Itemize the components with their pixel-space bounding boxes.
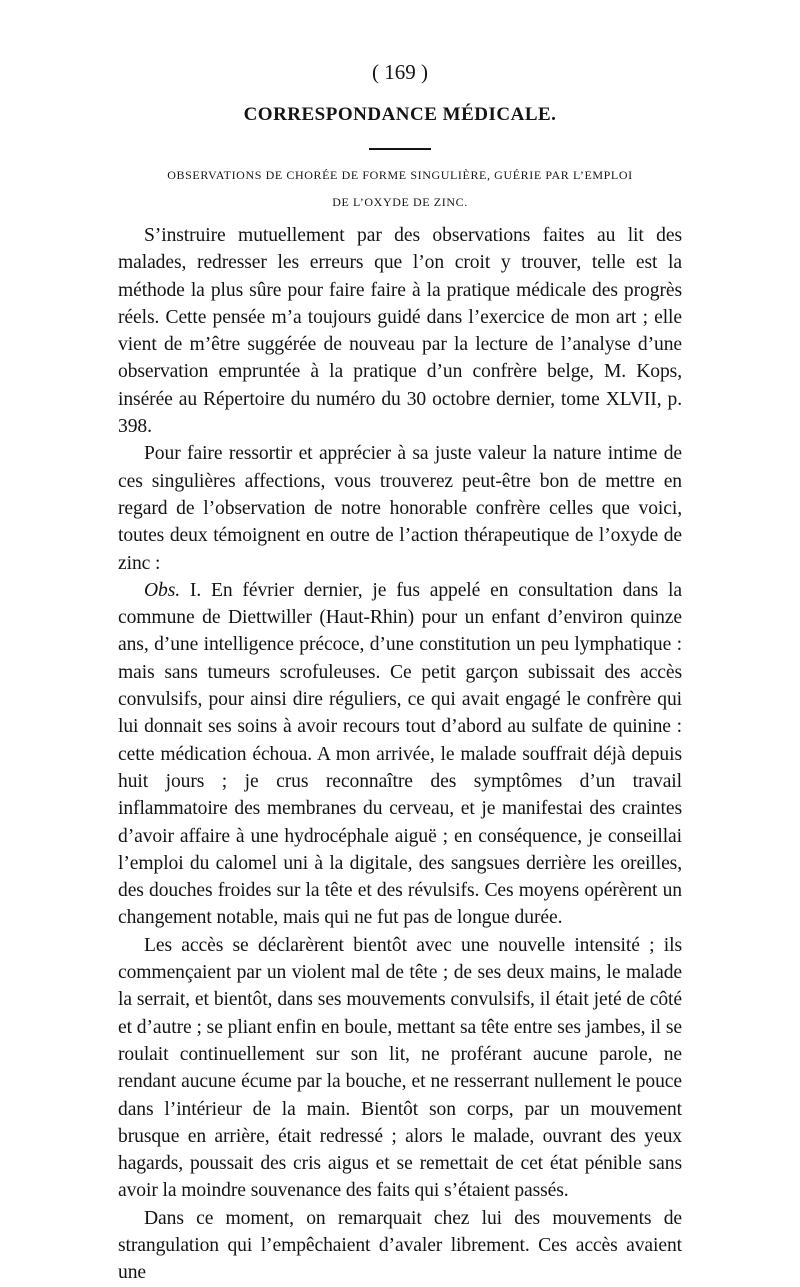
paragraph-1: S’instruire mutuellement par des observations faites au lit des malades, redresser les erreurs que l’on croit y trouver, telle est la méthode la plus sûre pour faire faire à la pratique médicale des progrès réels. Cette pensée m’a toujours guidé dans l’exercice de mon art ; elle vient de m’être suggérée de nouveau par la lecture de l’analyse d’une observation empruntée à la pratique d’un confrère belge, M. Kops, insérée au Répertoire du numéro du 30 octobre dernier, tome XLVII, p. 398.	[118, 225, 682, 438]
paragraph-3-text: I. En février dernier, je fus appelé en consultation dans la commune de Diettwiller (Haut-Rhin) pour un enfant d’environ quinze ans, d’une intelligence précoce, d’une constitution un peu lymphatique : mais sans tumeurs scrofuleuses. Ce petit garçon subissait des accès convulsifs, pour ainsi dire réguliers, ce qui avait engagé le confrère qui lui donnait ses soins à avoir recours tout d’abord au sulfate de quinine : cette médication échoua. A mon arrivée, le malade souffrait déjà depuis huit jours ; je crus reconnaître des symptômes d’un travail inflammatoire des membranes du cerveau, et je manifestai des craintes d’avoir affaire à une hydrocéphale aiguë ; en conséquence, je conseillai l’emploi du calomel uni à la digitale, des sangsues derrière les oreilles, des douches froides sur la tête et des révulsifs. Ces moyens opérèrent un changement notable, mais qui ne fut pas de longue durée.	[118, 579, 682, 929]
article-title-line-2: DE L’OXYDE DE ZINC.	[332, 195, 468, 209]
paragraph-5: Dans ce moment, on remarquait chez lui des mouvements de strangulation qui l’empêchaient d’avaler librement. Ces accès avaient une	[118, 1207, 682, 1284]
observation-label: Obs.	[144, 579, 181, 601]
title-rule	[369, 148, 431, 150]
document-page	[118, 58, 682, 1287]
paragraph-3	[118, 577, 682, 932]
section-title: CORRESPONDANCE MÉDICALE.	[243, 104, 557, 125]
article-title	[118, 162, 682, 216]
paragraph-2: Pour faire ressortir et apprécier à sa juste valeur la nature intime de ces singulières affections, vous trouverez peut-être bon de mettre en regard de l’observation de notre honorable confrère celles que voici, toutes deux témoignent en outre de l’action thérapeutique de l’oxyde de zinc :	[118, 443, 682, 574]
body-text	[118, 222, 682, 1287]
paragraph-4: Les accès se déclarèrent bientôt avec une nouvelle intensité ; ils commençaient par un violent mal de tête ; de ses deux mains, le malade la serrait, et bientôt, dans ses mouvements convulsifs, il était jeté de côté et d’autre ; se pliant enfin en boule, mettant sa tête entre ses jambes, il se roulait continuellement sur son lit, ne proférant aucune parole, ne rendant aucune écume par la bouche, et ne resserrant nullement le pouce dans l’intérieur de la main. Bientôt son corps, par un mouvement brusque en arrière, était redressé ; alors le malade, ouvrant des yeux hagards, poussait des cris aigus et se remettait de cet état pénible sans avoir la moindre souvenance des faits qui s’étaient passés.	[118, 934, 682, 1202]
page-number: ( 169 )	[372, 60, 428, 84]
article-title-line-1: OBSERVATIONS DE CHORÉE DE FORME SINGULIÈRE, GUÉRIE PAR L’EMPLOI	[167, 168, 633, 182]
